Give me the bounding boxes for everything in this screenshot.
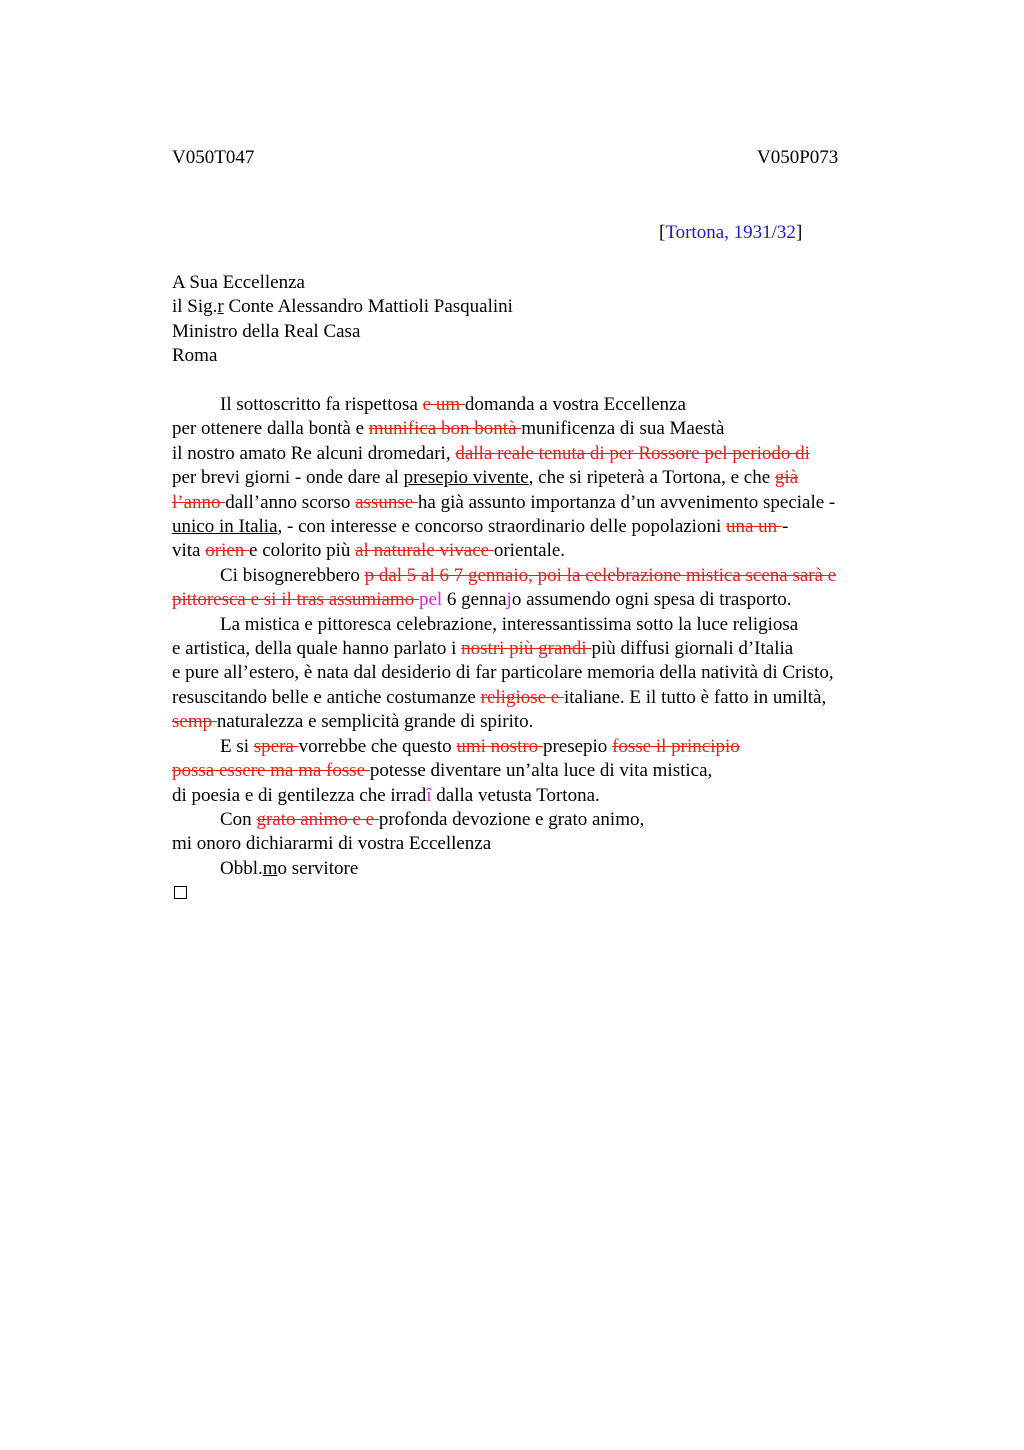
body-line: La mistica e pittoresca celebrazione, interessantissima sotto la luce religiosa <box>220 613 799 635</box>
text: Con <box>220 808 257 830</box>
text: , che si ripeterà a Tortona, e che <box>528 467 775 489</box>
deleted-text: p dal 5 al 6 7 gennaio, poi la celebrazione mistica scena sarà e <box>364 564 837 586</box>
body-line <box>172 515 912 539</box>
text: resuscitando belle e antiche costumanze <box>172 686 481 708</box>
deleted-text: possa essere ma ma fosse <box>172 760 370 782</box>
text: presepio <box>542 735 613 757</box>
square-icon <box>174 886 187 899</box>
address-line: Roma <box>172 345 218 367</box>
body-line <box>172 735 912 759</box>
text: orientale. <box>493 540 566 562</box>
text: E si <box>220 735 254 757</box>
body-line: mi onoro dichiararmi di vostra Eccellenza <box>172 833 492 855</box>
deleted-text: grato animo e e <box>256 808 379 830</box>
body-line <box>172 637 912 661</box>
deleted-text: fosse il principio <box>612 735 740 757</box>
body-line <box>172 442 912 466</box>
text: ha già assunto importanza d’un avvenimento speciale - <box>417 491 836 513</box>
dateline <box>659 222 802 244</box>
text: e artistica, della quale hanno parlato i <box>172 638 462 660</box>
body-line <box>172 759 912 783</box>
text: 6 genna <box>442 589 507 611</box>
dateline-place-date: Tortona, 1931/32 <box>665 222 796 243</box>
text: e colorito più <box>249 540 356 562</box>
address-text: Conte Alessandro Mattioli Pasqualini <box>223 296 513 318</box>
text: per ottenere dalla bontà e <box>172 418 369 440</box>
deleted-text: al naturale vivace <box>355 540 494 562</box>
inserted-text: pel <box>418 589 443 611</box>
text: più diffusi giornali d’Italia <box>591 638 794 660</box>
address-block <box>172 271 513 369</box>
text: italiane. E il tutto è fatto in umiltà, <box>563 686 827 708</box>
text: Il sottoscritto fa rispettosa <box>220 394 423 415</box>
body-line <box>172 564 912 588</box>
body-line <box>172 417 912 441</box>
text: munificenza di sua Maestà <box>521 418 725 440</box>
deleted-text: umi nostro <box>456 735 543 757</box>
text: profonda devozione e grato animo, <box>378 808 645 830</box>
deleted-text: l’anno <box>172 491 226 513</box>
address-line: Ministro della Real Casa <box>172 320 361 342</box>
address-text: il Sig. <box>172 296 218 318</box>
body-line: e pure all’estero, è nata dal desiderio di far particolare memoria della natività di Cristo, <box>172 662 834 684</box>
address-line: A Sua Eccellenza <box>172 272 305 293</box>
text: , - con interesse e concorso straordinario delle popolazioni <box>277 516 726 538</box>
text: o assumendo ogni spesa di trasporto. <box>511 589 792 611</box>
body-line <box>172 784 912 808</box>
body-line <box>172 710 912 734</box>
text: di poesia e di gentilezza che irrad <box>172 784 427 806</box>
end-marker-line <box>172 881 912 905</box>
deleted-text: nostri più grandi <box>461 638 592 660</box>
text: dall’anno scorso <box>225 491 356 513</box>
deleted-text: già <box>774 467 799 489</box>
deleted-text: e um <box>422 394 465 415</box>
text: vorrebbe che questo <box>298 735 457 757</box>
text: potesse diventare un’alta luce di vita mistica, <box>369 760 713 782</box>
address-superscript: r <box>217 296 224 318</box>
deleted-text: assunse <box>355 491 418 513</box>
dateline-bracket-open: [ <box>659 222 666 243</box>
closing-text: Obbl. <box>220 857 263 879</box>
body-line <box>172 588 912 612</box>
text: il nostro amato Re alcuni dromedari, <box>172 442 456 464</box>
text: vita <box>172 540 206 562</box>
closing-text: o servitore <box>277 857 359 879</box>
text: Ci bisognerebbero <box>220 564 365 586</box>
body-line <box>172 466 912 490</box>
document-code-left: V050T047 <box>172 147 255 168</box>
deleted-text: orien <box>205 540 250 562</box>
dateline-bracket-close: ] <box>795 222 803 243</box>
body-line <box>172 808 912 832</box>
deleted-text: dalla reale tenuta di per Rossore pel periodo di <box>455 442 810 464</box>
text: per brevi giorni - onde dare al <box>172 467 404 489</box>
deleted-text: pittoresca e si il tras assumiamo <box>172 589 419 611</box>
deleted-text: una un <box>726 516 782 538</box>
underlined-text: presepio vivente <box>403 467 529 489</box>
closing-line <box>172 857 912 881</box>
text: domanda a vostra Eccellenza <box>464 394 686 415</box>
deleted-text: religiose e <box>480 686 564 708</box>
deleted-text: semp <box>172 711 217 733</box>
text: naturalezza e semplicità grande di spirito. <box>216 711 534 733</box>
body-line <box>172 686 912 710</box>
deleted-text: munifica bon bontà <box>368 418 522 440</box>
document-code-right: V050P073 <box>757 147 839 168</box>
body-line <box>172 539 912 563</box>
text: dalla vetusta Tortona. <box>431 784 600 806</box>
body-line <box>172 491 912 515</box>
inserted-text: î <box>426 784 432 806</box>
body-line <box>172 393 912 417</box>
address-line <box>172 295 513 319</box>
deleted-text: spera <box>253 735 299 757</box>
text: - <box>781 516 789 538</box>
inserted-text: j <box>506 589 512 611</box>
closing-superscript: m <box>262 857 278 879</box>
underlined-text: unico in Italia <box>172 516 278 538</box>
letter-body <box>172 393 912 906</box>
